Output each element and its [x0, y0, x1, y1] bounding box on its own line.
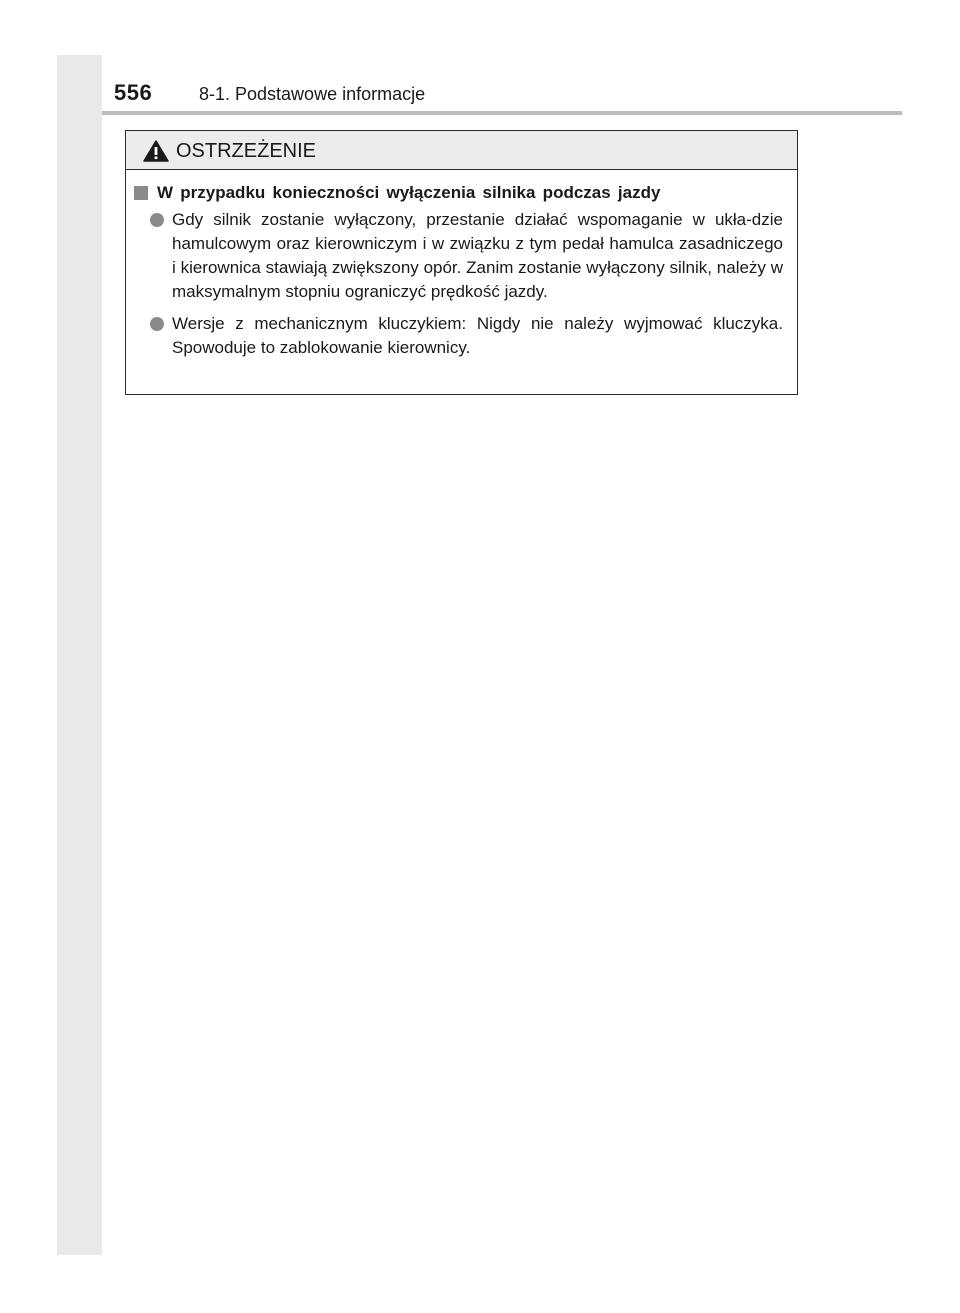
warning-triangle-icon [143, 140, 169, 162]
round-bullet-icon [150, 213, 164, 227]
warning-box [125, 130, 798, 395]
list-item [134, 208, 783, 304]
warning-title: OSTRZEŻENIE [176, 140, 317, 162]
warning-body [126, 170, 797, 360]
warning-subheading [134, 182, 783, 204]
square-bullet-icon [134, 186, 148, 200]
warning-subheading-text: W przypadku konieczności wyłączenia silnika podczas jazdy [157, 183, 661, 202]
list-item-text: Gdy silnik zostanie wyłączony, przestanie działać wspomaganie w ukła-dzie hamulcowym oraz kierowniczym i w związku z tym pedał hamulca zasadniczego i kierownica stawiają zwiększony opór. Zanim zostanie wyłączony silnik, należy w maksymalnym stopniu ograniczyć prędkość jazdy. [172, 210, 783, 301]
page-number: 556 [114, 80, 153, 105]
section-title: 8-1. Podstawowe informacje [199, 84, 426, 104]
round-bullet-icon [150, 317, 164, 331]
header-rule [102, 111, 902, 115]
warning-header [126, 131, 797, 170]
page-side-strip [57, 55, 102, 1255]
list-item [134, 312, 783, 360]
page-header [102, 55, 902, 115]
list-item-text: Wersje z mechanicznym kluczykiem: Nigdy nie należy wyjmować kluczyka. Spowoduje to zablokowanie kierownicy. [172, 314, 783, 357]
